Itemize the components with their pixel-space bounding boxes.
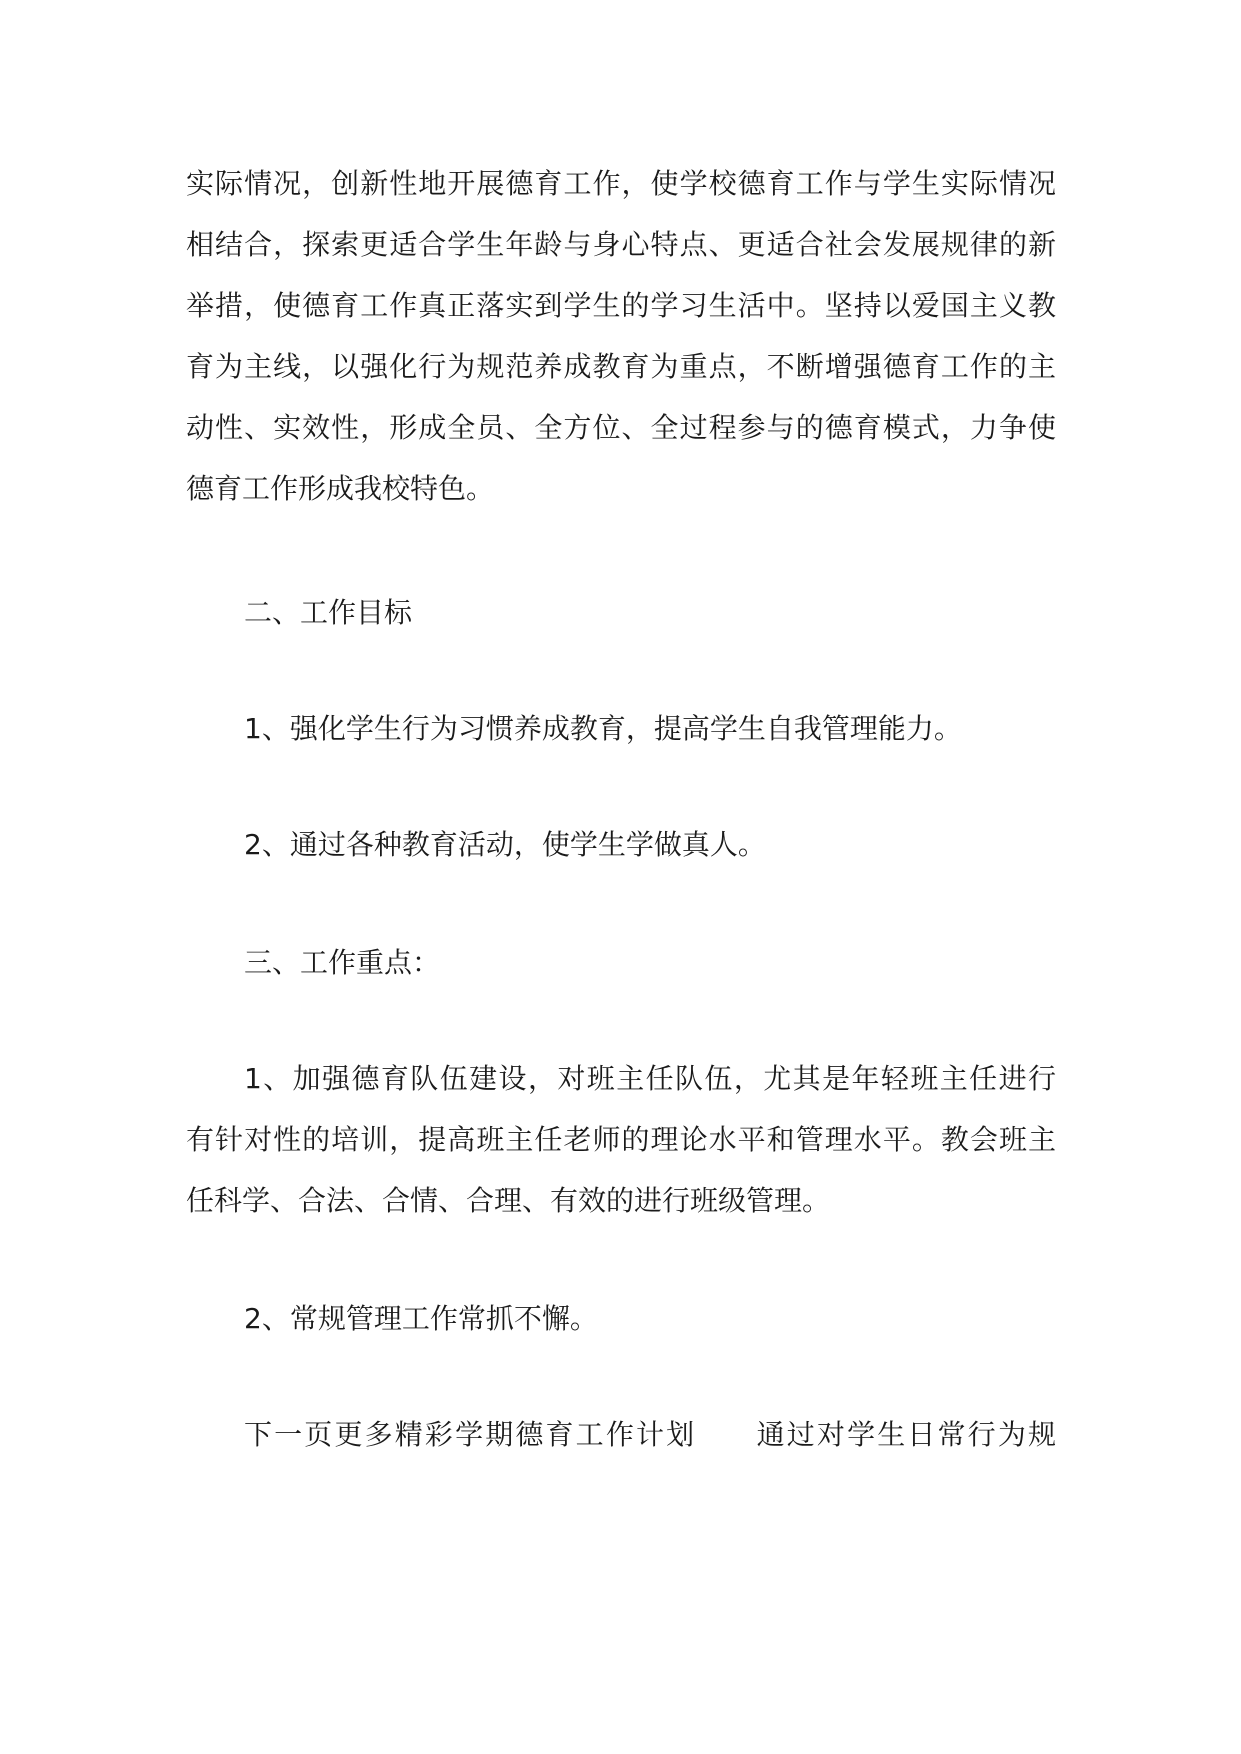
paragraph-line: 实际情况，创新性地开展德育工作，使学校德育工作与学生实际情况 [186,167,1056,200]
focus-item-1-line: 1、加强德育队伍建设，对班主任队伍，尤其是年轻班主任进行 [244,1062,1056,1095]
paragraph-line: 举措，使德育工作真正落实到学生的学习生活中。坚持以爱国主义教 [186,289,1056,322]
paragraph-line: 动性、实效性，形成全员、全方位、全过程参与的德育模式，力争使 [186,411,1056,444]
goal-item-2: 2、通过各种教育活动，使学生学做真人。 [244,828,766,861]
section-heading-goals: 二、工作目标 [244,596,413,629]
focus-item-1-line: 有针对性的培训，提高班主任老师的理论水平和管理水平。教会班主 [186,1123,1056,1156]
paragraph-line: 德育工作形成我校特色。 [186,472,495,505]
next-page-link-line[interactable]: 下一页更多精彩学期德育工作计划 通过对学生日常行为规 [244,1418,1056,1451]
focus-item-1-line: 任科学、合法、合情、合理、有效的进行班级管理。 [186,1184,831,1217]
paragraph-line: 育为主线，以强化行为规范养成教育为重点，不断增强德育工作的主 [186,350,1056,383]
focus-item-2: 2、常规管理工作常抓不懈。 [244,1302,598,1335]
paragraph-line: 相结合，探索更适合学生年龄与身心特点、更适合社会发展规律的新 [186,228,1056,261]
section-heading-focus: 三、工作重点： [244,946,441,979]
goal-item-1: 1、强化学生行为习惯养成教育，提高学生自我管理能力。 [244,712,962,745]
